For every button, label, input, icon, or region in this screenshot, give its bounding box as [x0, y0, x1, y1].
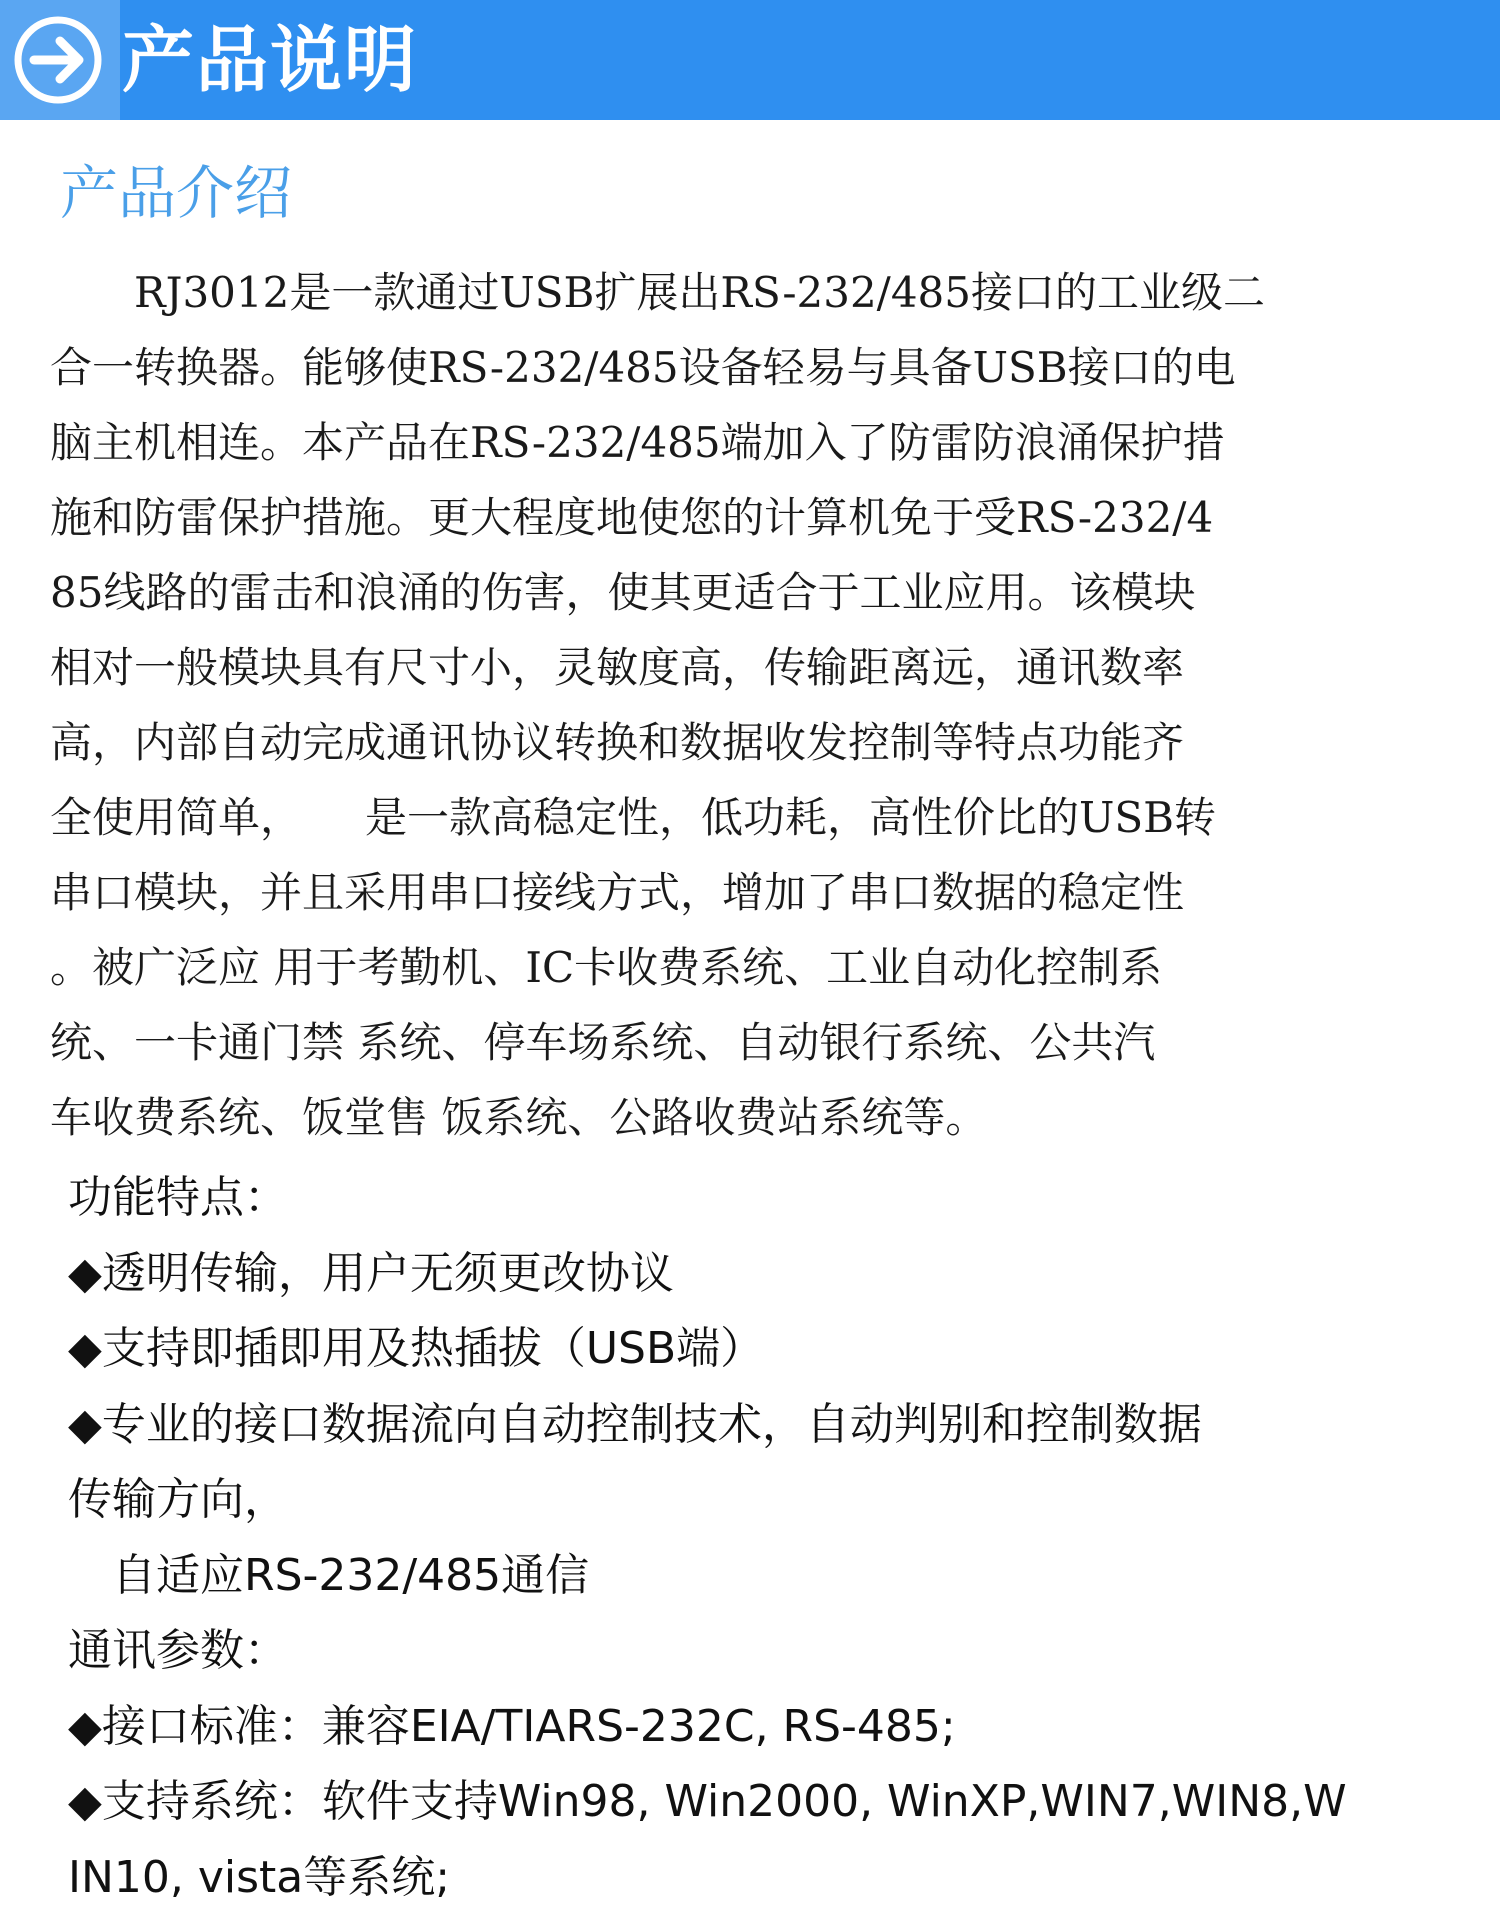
spec-line: IN10, vista等系统; [68, 1851, 451, 1903]
header-icon-box [0, 0, 120, 120]
spec-line: ◆专业的接口数据流向自动控制技术，自动判别和控制数据 [68, 1398, 1202, 1450]
header-bar [0, 0, 1500, 120]
arrow-right-circle-icon [12, 14, 104, 106]
section-title: 产品介绍 [60, 159, 293, 227]
intro-line: 施和防雷保护措施。更大程度地使您的计算机免于受RS-232/4 [50, 493, 1214, 542]
intro-line: 脑主机相连。本产品在RS-232/485端加入了防雷防浪涌保护措 [50, 418, 1225, 467]
intro-line: 合一转换器。能够使RS-232/485设备轻易与具备USB接口的电 [50, 343, 1236, 392]
intro-line: 串口模块，并且采用串口接线方式，增加了串口数据的稳定性 [50, 868, 1185, 917]
intro-line: 车收费系统、饭堂售 饭系统、公路收费站系统等。 [50, 1093, 988, 1142]
intro-line: 。被广泛应 用于考勤机、IC卡收费系统、工业自动化控制系 [50, 943, 1163, 992]
intro-line: 高，内部自动完成通讯协议转换和数据收发控制等特点功能齐 [50, 718, 1185, 767]
intro-line: 全使用简单， 是一款高稳定性，低功耗，高性价比的USB转 [50, 793, 1217, 842]
intro-line: 统、一卡通门禁 系统、停车场系统、自动银行系统、公共汽 [50, 1018, 1156, 1067]
intro-line: RJ3012是一款通过USB扩展出RS-232/485接口的工业级二 [50, 268, 1265, 317]
intro-paragraph [50, 255, 1450, 1155]
spec-line: ◆透明传输，用户无须更改协议 [68, 1247, 674, 1299]
spec-line: 自适应RS-232/485通信 [68, 1549, 590, 1601]
intro-line: 相对一般模块具有尺寸小，灵敏度高，传输距离远，通讯数率 [50, 643, 1185, 692]
spec-line: 通讯参数： [68, 1625, 288, 1676]
spec-line: ◆支持系统：软件支持Win98, Win2000, WinXP,WIN7,WIN8,W [68, 1776, 1347, 1827]
intro-line: 85线路的雷击和浪涌的伤害，使其更适合于工业应用。该模块 [50, 568, 1196, 617]
spec-list [68, 1160, 1468, 1915]
spec-line: 传输方向， [68, 1474, 288, 1525]
spec-line: ◆支持即插即用及热插拔（USB端） [68, 1323, 765, 1374]
spec-line: ◆接口标准：兼容EIA/TIARS-232C, RS-485; [68, 1700, 956, 1752]
page-title: 产品说明 [122, 18, 419, 102]
spec-line: 功能特点： [68, 1172, 288, 1223]
